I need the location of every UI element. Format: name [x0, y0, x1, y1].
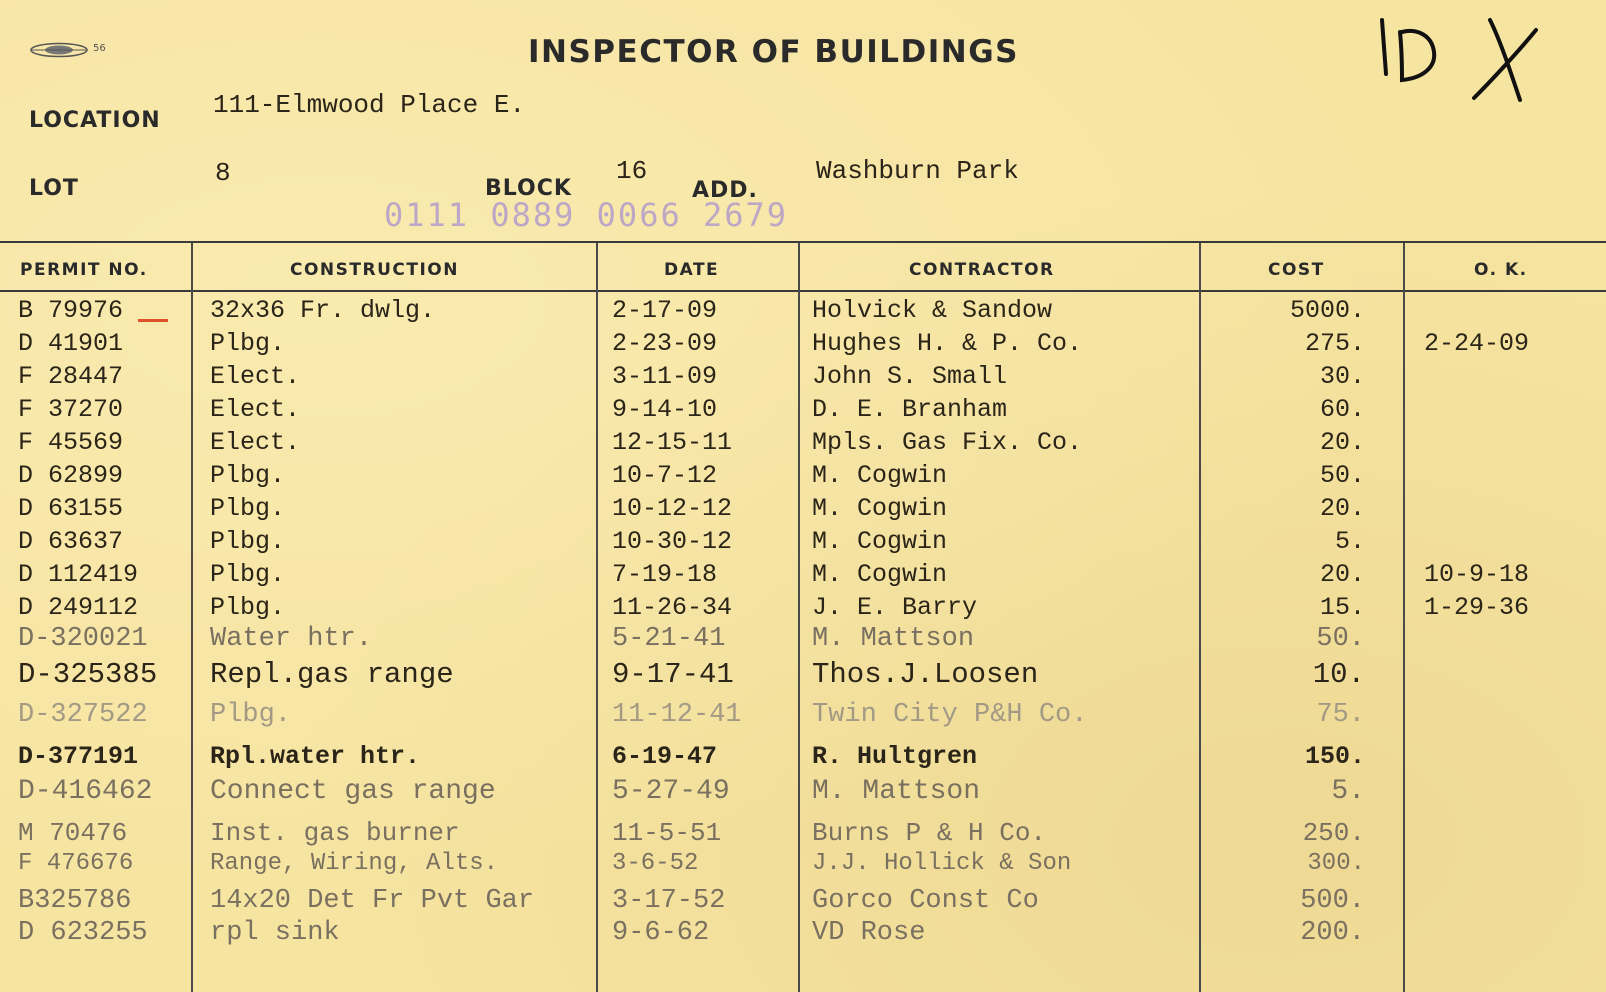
cell-cost: 5. — [1334, 527, 1365, 556]
cell-construction: 14x20 Det Fr Pvt Gar — [210, 886, 535, 916]
cell-date: 5-27-49 — [612, 776, 730, 807]
cell-cost: 150. — [1304, 742, 1365, 771]
cell-contractor: M. Cogwin — [812, 494, 948, 523]
cell-construction: Plbg. — [210, 494, 286, 523]
cell-permit: D 249112 — [18, 593, 139, 622]
cell-cost: 5000. — [1289, 296, 1365, 325]
cell-permit: D-377191 — [18, 742, 139, 771]
cell-cost: 20. — [1319, 428, 1365, 457]
cell-construction: Repl.gas range — [210, 658, 454, 691]
column-header-contractor: CONTRACTOR — [909, 260, 1055, 280]
cell-permit: D 62899 — [18, 461, 124, 490]
cell-date: 11-5-51 — [612, 818, 722, 848]
cell-cost: 75. — [1316, 700, 1365, 730]
cell-ok: 1-29-36 — [1424, 593, 1530, 622]
cell-cost: 20. — [1319, 560, 1365, 589]
cell-contractor: Gorco Const Co — [812, 886, 1039, 916]
cell-permit: M 70476 — [18, 818, 128, 848]
cell-permit: F 28447 — [18, 362, 124, 391]
cell-construction: rpl sink — [210, 918, 340, 948]
cell-cost: 30. — [1319, 362, 1365, 391]
cell-cost: 50. — [1316, 624, 1365, 654]
cell-ok: 10-9-18 — [1424, 560, 1530, 589]
cell-date: 10-30-12 — [612, 527, 733, 556]
cell-construction: Elect. — [210, 395, 301, 424]
cell-date: 2-23-09 — [612, 329, 718, 358]
cell-contractor: Hughes H. & P. Co. — [812, 329, 1083, 358]
cell-cost: 15. — [1319, 593, 1365, 622]
cell-permit: F 37270 — [18, 395, 124, 424]
cell-date: 3-11-09 — [612, 362, 718, 391]
cell-cost: 250. — [1302, 818, 1365, 848]
cell-contractor: Holvick & Sandow — [812, 296, 1053, 325]
cell-permit: D-320021 — [18, 624, 148, 654]
cell-date: 3-6-52 — [612, 850, 699, 877]
cell-cost: 10. — [1312, 658, 1365, 691]
cell-construction: Inst. gas burner — [210, 818, 460, 848]
cell-ok: 2-24-09 — [1424, 329, 1530, 358]
lot-value: 8 — [215, 158, 231, 188]
cell-construction: Connect gas range — [210, 776, 496, 807]
cell-permit: D-416462 — [18, 776, 153, 807]
cell-permit: D 41901 — [18, 329, 124, 358]
cell-permit: D 112419 — [18, 560, 139, 589]
cell-date: 10-12-12 — [612, 494, 733, 523]
cell-permit: D-327522 — [18, 700, 148, 730]
column-header-cost: COST — [1268, 260, 1325, 280]
cell-permit: B325786 — [18, 886, 132, 916]
cell-date: 7-19-18 — [612, 560, 718, 589]
cell-permit: F 45569 — [18, 428, 124, 457]
column-header-date: DATE — [664, 260, 720, 280]
cell-construction: Plbg. — [210, 700, 292, 730]
cell-date: 12-15-11 — [612, 428, 733, 457]
cell-date: 5-21-41 — [612, 624, 726, 654]
cell-date: 10-7-12 — [612, 461, 718, 490]
cell-date: 3-17-52 — [612, 886, 726, 916]
cell-contractor: M. Cogwin — [812, 461, 948, 490]
cell-contractor: Mpls. Gas Fix. Co. — [812, 428, 1083, 457]
cell-contractor: R. Hultgren — [812, 742, 978, 771]
cell-cost: 500. — [1300, 886, 1365, 916]
cell-cost: 60. — [1319, 395, 1365, 424]
add-label: ADD. — [692, 178, 758, 203]
cell-permit: D 623255 — [18, 918, 148, 948]
cell-construction: Range, Wiring, Alts. — [210, 850, 499, 877]
cell-construction: Plbg. — [210, 560, 286, 589]
addition-value: Washburn Park — [816, 156, 1019, 186]
location-value: 111-Elmwood Place E. — [213, 90, 526, 120]
column-header-construction: CONSTRUCTION — [290, 260, 459, 280]
cell-permit: D-325385 — [18, 658, 158, 691]
cell-construction: Water htr. — [210, 624, 373, 654]
cell-date: 2-17-09 — [612, 296, 718, 325]
cell-construction: Elect. — [210, 428, 301, 457]
cell-cost: 275. — [1304, 329, 1365, 358]
cell-contractor: J.J. Hollick & Son — [812, 850, 1072, 877]
cell-contractor: J. E. Barry — [812, 593, 978, 622]
block-label: BLOCK — [485, 176, 572, 201]
cell-construction: Rpl.water htr. — [210, 742, 421, 771]
cell-permit: B 79976 — [18, 296, 124, 325]
cell-contractor: VD Rose — [812, 918, 926, 948]
cell-construction: Plbg. — [210, 527, 286, 556]
cell-construction: Plbg. — [210, 329, 286, 358]
cell-date: 11-12-41 — [612, 700, 742, 730]
lot-label: LOT — [29, 176, 79, 201]
location-label: LOCATION — [29, 108, 161, 133]
cell-contractor: D. E. Branham — [812, 395, 1008, 424]
cell-construction: Elect. — [210, 362, 301, 391]
cell-cost: 200. — [1300, 918, 1365, 948]
cell-construction: Plbg. — [210, 461, 286, 490]
cell-permit: D 63155 — [18, 494, 124, 523]
cell-contractor: M. Mattson — [812, 624, 975, 654]
cell-permit: F 476676 — [18, 850, 134, 877]
column-header-permit: PERMIT NO. — [20, 260, 148, 280]
card-title: INSPECTOR OF BUILDINGS — [528, 34, 1020, 70]
cell-permit: D 63637 — [18, 527, 124, 556]
cell-date: 9-6-62 — [612, 918, 710, 948]
column-header-ok: O. K. — [1474, 260, 1528, 280]
cell-cost: 300. — [1307, 850, 1365, 877]
cell-cost: 50. — [1319, 461, 1365, 490]
cell-date: 11-26-34 — [612, 593, 733, 622]
stamped-number: 0111 0889 0066 2679 — [384, 196, 789, 234]
logo-number: 56 — [93, 43, 106, 54]
cell-construction: Plbg. — [210, 593, 286, 622]
cell-contractor: M. Cogwin — [812, 560, 948, 589]
cell-date: 6-19-47 — [612, 742, 718, 771]
cell-contractor: Burns P & H Co. — [812, 818, 1047, 848]
cell-contractor: M. Cogwin — [812, 527, 948, 556]
cell-contractor: M. Mattson — [812, 776, 981, 807]
cell-construction: 32x36 Fr. dwlg. — [210, 296, 436, 325]
block-value: 16 — [616, 156, 648, 186]
cell-cost: 5. — [1331, 776, 1365, 807]
cell-contractor: Thos.J.Loosen — [812, 658, 1039, 691]
cell-date: 9-17-41 — [612, 658, 734, 691]
cell-contractor: John S. Small — [812, 362, 1008, 391]
cell-contractor: Twin City P&H Co. — [812, 700, 1088, 730]
cell-date: 9-14-10 — [612, 395, 718, 424]
cell-cost: 20. — [1319, 494, 1365, 523]
